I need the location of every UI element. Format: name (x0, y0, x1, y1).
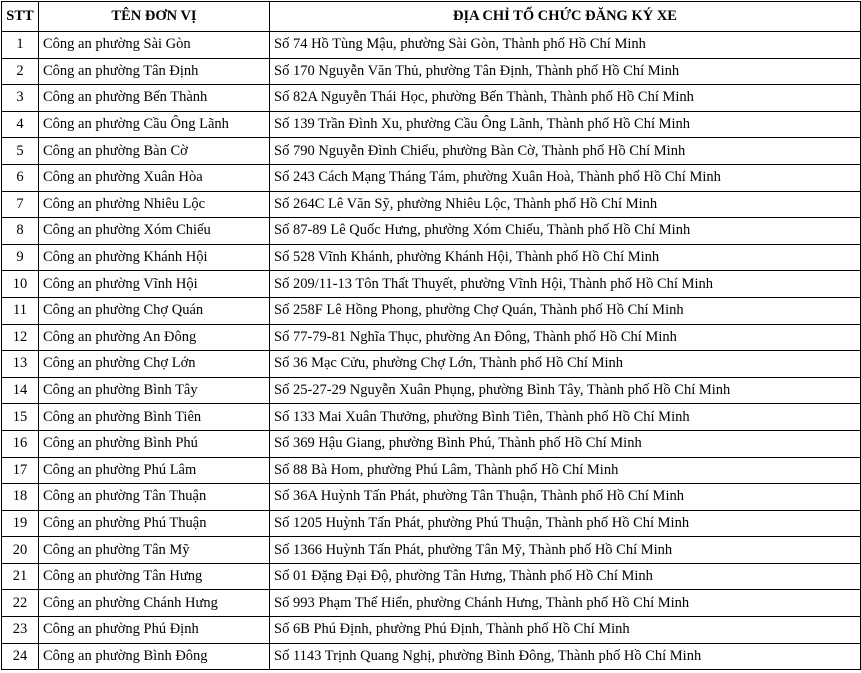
row-stt: 5 (2, 138, 39, 165)
row-address: Số 139 Trần Đình Xu, phường Cầu Ông Lãnh, Thành phố Hồ Chí Minh (270, 111, 861, 138)
row-address: Số 25-27-29 Nguyễn Xuân Phụng, phường Bình Tây, Thành phố Hồ Chí Minh (270, 377, 861, 404)
row-address: Số 258F Lê Hồng Phong, phường Chợ Quán, Thành phố Hồ Chí Minh (270, 297, 861, 324)
table-row (2, 164, 861, 191)
row-stt: 14 (2, 377, 39, 404)
header-stt: STT (2, 2, 39, 32)
row-address: Số 82A Nguyễn Thái Học, phường Bến Thành, Thành phố Hồ Chí Minh (270, 85, 861, 112)
row-unit-name: Công an phường Vĩnh Hội (39, 271, 270, 298)
registration-table (1, 1, 861, 670)
row-address: Số 36 Mạc Cửu, phường Chợ Lớn, Thành phố Hồ Chí Minh (270, 351, 861, 378)
table-row (2, 590, 861, 617)
table-row (2, 297, 861, 324)
row-address: Số 88 Bà Hom, phường Phú Lâm, Thành phố Hồ Chí Minh (270, 457, 861, 484)
table-row (2, 430, 861, 457)
row-address: Số 01 Đặng Đại Độ, phường Tân Hưng, Thành phố Hồ Chí Minh (270, 563, 861, 590)
row-stt: 1 (2, 32, 39, 59)
row-unit-name: Công an phường Bến Thành (39, 85, 270, 112)
row-stt: 17 (2, 457, 39, 484)
row-address: Số 170 Nguyễn Văn Thủ, phường Tân Định, Thành phố Hồ Chí Minh (270, 58, 861, 85)
row-unit-name: Công an phường Chợ Quán (39, 297, 270, 324)
row-stt: 15 (2, 404, 39, 431)
row-unit-name: Công an phường Xuân Hòa (39, 164, 270, 191)
row-address: Số 87-89 Lê Quốc Hưng, phường Xóm Chiếu, Thành phố Hồ Chí Minh (270, 218, 861, 245)
table-row (2, 244, 861, 271)
row-stt: 9 (2, 244, 39, 271)
table-row (2, 617, 861, 644)
row-address: Số 264C Lê Văn Sỹ, phường Nhiêu Lộc, Thành phố Hồ Chí Minh (270, 191, 861, 218)
table-row (2, 85, 861, 112)
row-stt: 22 (2, 590, 39, 617)
table-header-row (2, 2, 861, 32)
row-unit-name: Công an phường Chợ Lớn (39, 351, 270, 378)
row-unit-name: Công an phường Bình Tây (39, 377, 270, 404)
row-address: Số 36A Huỳnh Tấn Phát, phường Tân Thuận, Thành phố Hồ Chí Minh (270, 484, 861, 511)
row-unit-name: Công an phường Khánh Hội (39, 244, 270, 271)
row-stt: 12 (2, 324, 39, 351)
row-unit-name: Công an phường Bình Đông (39, 643, 270, 670)
table-row (2, 351, 861, 378)
row-address: Số 133 Mai Xuân Thưởng, phường Bình Tiên, Thành phố Hồ Chí Minh (270, 404, 861, 431)
row-address: Số 1143 Trịnh Quang Nghị, phường Bình Đông, Thành phố Hồ Chí Minh (270, 643, 861, 670)
row-unit-name: Công an phường Nhiêu Lộc (39, 191, 270, 218)
row-unit-name: Công an phường Bình Phú (39, 430, 270, 457)
table-row (2, 457, 861, 484)
row-stt: 19 (2, 510, 39, 537)
row-stt: 2 (2, 58, 39, 85)
table-row (2, 58, 861, 85)
row-address: Số 1205 Huỳnh Tấn Phát, phường Phú Thuận, Thành phố Hồ Chí Minh (270, 510, 861, 537)
row-unit-name: Công an phường Tân Thuận (39, 484, 270, 511)
row-stt: 24 (2, 643, 39, 670)
table-row (2, 218, 861, 245)
table-row (2, 563, 861, 590)
row-stt: 6 (2, 164, 39, 191)
row-address: Số 528 Vĩnh Khánh, phường Khánh Hội, Thành phố Hồ Chí Minh (270, 244, 861, 271)
row-stt: 18 (2, 484, 39, 511)
table-row (2, 537, 861, 564)
header-address: ĐỊA CHỈ TỔ CHỨC ĐĂNG KÝ XE (270, 2, 861, 32)
row-address: Số 77-79-81 Nghĩa Thục, phường An Đông, Thành phố Hồ Chí Minh (270, 324, 861, 351)
row-stt: 10 (2, 271, 39, 298)
row-address: Số 1366 Huỳnh Tấn Phát, phường Tân Mỹ, Thành phố Hồ Chí Minh (270, 537, 861, 564)
table-row (2, 32, 861, 59)
row-unit-name: Công an phường Tân Mỹ (39, 537, 270, 564)
row-stt: 7 (2, 191, 39, 218)
row-unit-name: Công an phường Sài Gòn (39, 32, 270, 59)
row-address: Số 209/11-13 Tôn Thất Thuyết, phường Vĩnh Hội, Thành phố Hồ Chí Minh (270, 271, 861, 298)
row-unit-name: Công an phường Bàn Cờ (39, 138, 270, 165)
row-stt: 8 (2, 218, 39, 245)
row-unit-name: Công an phường Cầu Ông Lãnh (39, 111, 270, 138)
row-unit-name: Công an phường Bình Tiên (39, 404, 270, 431)
table-body (2, 32, 861, 670)
table-row (2, 138, 861, 165)
table-row (2, 510, 861, 537)
row-unit-name: Công an phường Xóm Chiếu (39, 218, 270, 245)
row-address: Số 74 Hồ Tùng Mậu, phường Sài Gòn, Thành phố Hồ Chí Minh (270, 32, 861, 59)
table-row (2, 484, 861, 511)
row-address: Số 243 Cách Mạng Tháng Tám, phường Xuân Hoà, Thành phố Hồ Chí Minh (270, 164, 861, 191)
table-row (2, 324, 861, 351)
row-stt: 4 (2, 111, 39, 138)
row-stt: 21 (2, 563, 39, 590)
row-unit-name: Công an phường Phú Định (39, 617, 270, 644)
table-row (2, 643, 861, 670)
table-row (2, 404, 861, 431)
row-unit-name: Công an phường Chánh Hưng (39, 590, 270, 617)
row-stt: 11 (2, 297, 39, 324)
row-unit-name: Công an phường Phú Thuận (39, 510, 270, 537)
table-row (2, 377, 861, 404)
table-row (2, 191, 861, 218)
header-unit-name: TÊN ĐƠN VỊ (39, 2, 270, 32)
row-stt: 20 (2, 537, 39, 564)
row-stt: 16 (2, 430, 39, 457)
row-address: Số 790 Nguyễn Đình Chiểu, phường Bàn Cờ, Thành phố Hồ Chí Minh (270, 138, 861, 165)
table-row (2, 111, 861, 138)
row-address: Số 6B Phú Định, phường Phú Định, Thành phố Hồ Chí Minh (270, 617, 861, 644)
row-unit-name: Công an phường Tân Hưng (39, 563, 270, 590)
row-address: Số 993 Phạm Thế Hiển, phường Chánh Hưng, Thành phố Hồ Chí Minh (270, 590, 861, 617)
row-stt: 13 (2, 351, 39, 378)
row-stt: 23 (2, 617, 39, 644)
row-stt: 3 (2, 85, 39, 112)
row-unit-name: Công an phường Phú Lâm (39, 457, 270, 484)
row-unit-name: Công an phường An Đông (39, 324, 270, 351)
row-unit-name: Công an phường Tân Định (39, 58, 270, 85)
table-row (2, 271, 861, 298)
row-address: Số 369 Hậu Giang, phường Bình Phú, Thành phố Hồ Chí Minh (270, 430, 861, 457)
